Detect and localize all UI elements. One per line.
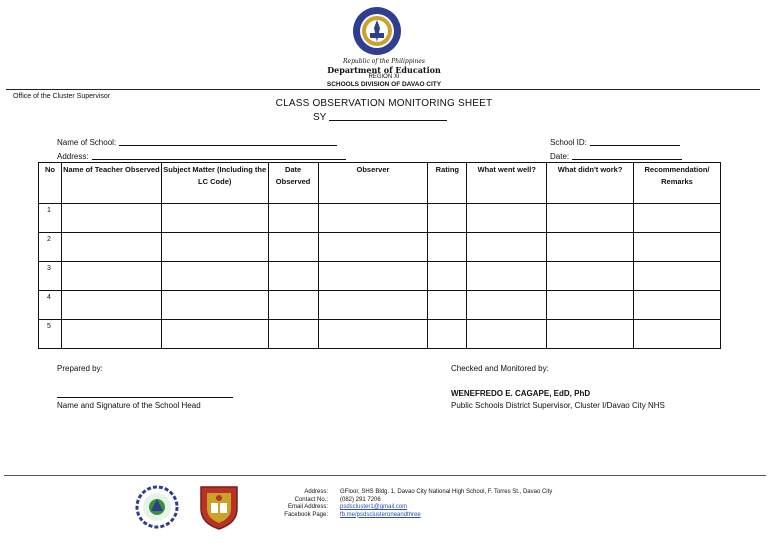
- col-header-observer: Observer: [318, 163, 428, 204]
- address-key: Address:: [304, 489, 328, 495]
- facebook-key: Facebook Page:: [284, 511, 328, 518]
- division-seal-icon: [132, 485, 182, 529]
- supervisor-name: WENEFREDO E. CAGAPE, EdD, PhD: [451, 389, 591, 398]
- division-text: SCHOOLS DIVISION OF DAVAO CITY: [326, 81, 442, 88]
- school-year-field: [313, 111, 447, 123]
- facebook-link[interactable]: fb.me/psdsclusteroneandthree: [340, 511, 421, 518]
- school-name-blank[interactable]: [119, 138, 337, 146]
- address-label: Address:: [57, 152, 89, 161]
- table-cell[interactable]: [428, 262, 467, 291]
- republic-text: Republic of the Philippines: [343, 58, 425, 65]
- table-cell[interactable]: [161, 233, 268, 262]
- table-row: [39, 233, 721, 262]
- table-cell[interactable]: [633, 204, 720, 233]
- school-name-label: Name of School:: [57, 138, 117, 147]
- table-cell[interactable]: [161, 204, 268, 233]
- school-id-blank[interactable]: [590, 138, 680, 146]
- school-id-field: [550, 138, 680, 147]
- col-header-didnt-work: What didn't work?: [547, 163, 634, 204]
- col-header-went-well: What went well?: [467, 163, 547, 204]
- table-row: [39, 262, 721, 291]
- school-id-label: School ID:: [550, 138, 587, 147]
- col-header-teacher: Name of Teacher Observed: [61, 163, 161, 204]
- row-number: 1: [39, 204, 62, 233]
- date-field: [550, 152, 682, 161]
- page-title: CLASS OBSERVATION MONITORING SHEET: [275, 98, 493, 109]
- table-header-row: [39, 163, 721, 204]
- checked-by-label: Checked and Monitored by:: [451, 364, 549, 373]
- col-header-rating: Rating: [428, 163, 467, 204]
- table-cell[interactable]: [467, 262, 547, 291]
- contact-block: [262, 489, 552, 519]
- school-head-label: Name and Signature of the School Head: [57, 401, 201, 410]
- table-cell[interactable]: [633, 233, 720, 262]
- table-cell[interactable]: [428, 233, 467, 262]
- table-cell[interactable]: [318, 204, 428, 233]
- email-key: Email Address:: [287, 504, 328, 510]
- sy-label: SY: [313, 112, 327, 123]
- col-header-date: Date Observed: [268, 163, 318, 204]
- observation-table: [38, 162, 721, 349]
- school-name-field: [57, 138, 337, 147]
- email-link[interactable]: psdscluster1@gmail.com: [340, 504, 408, 510]
- table-cell[interactable]: [268, 320, 318, 349]
- school-head-signature-line[interactable]: [57, 397, 233, 398]
- header-divider: [6, 89, 760, 90]
- table-cell[interactable]: [467, 204, 547, 233]
- table-cell[interactable]: [268, 233, 318, 262]
- deped-seal-icon: [352, 6, 402, 56]
- department-text: Department of Education: [327, 65, 441, 75]
- col-header-subject: Subject Matter (Including the LC Code): [161, 163, 268, 204]
- table-cell[interactable]: [428, 320, 467, 349]
- region-text: REGION XI: [368, 74, 400, 80]
- row-number: 4: [39, 291, 62, 320]
- table-cell[interactable]: [61, 291, 161, 320]
- supervisor-title: Public Schools District Supervisor, Cluster I/Davao City NHS: [451, 401, 665, 410]
- table-cell[interactable]: [467, 320, 547, 349]
- table-cell[interactable]: [428, 204, 467, 233]
- table-cell[interactable]: [268, 291, 318, 320]
- table-cell[interactable]: [161, 320, 268, 349]
- table-cell[interactable]: [268, 204, 318, 233]
- table-cell[interactable]: [161, 262, 268, 291]
- table-cell[interactable]: [633, 320, 720, 349]
- footer-contact: (082) 291 7206: [340, 496, 381, 503]
- table-cell[interactable]: [61, 204, 161, 233]
- prepared-by-label: Prepared by:: [57, 364, 103, 373]
- table-cell[interactable]: [318, 262, 428, 291]
- table-cell[interactable]: [318, 233, 428, 262]
- address-field: [57, 152, 346, 161]
- table-row: [39, 320, 721, 349]
- date-label: Date:: [550, 152, 570, 161]
- table-cell[interactable]: [61, 320, 161, 349]
- office-label: Office of the Cluster Supervisor: [13, 93, 111, 100]
- table-cell[interactable]: [318, 320, 428, 349]
- table-cell[interactable]: [547, 233, 634, 262]
- footer-address: GFloor, SHS Bldg. 1, Davao City National High School, F. Torres St., Davao City: [340, 489, 553, 495]
- table-cell[interactable]: [467, 291, 547, 320]
- table-cell[interactable]: [61, 233, 161, 262]
- row-number: 5: [39, 320, 62, 349]
- row-number: 3: [39, 262, 62, 291]
- table-cell[interactable]: [268, 262, 318, 291]
- col-header-remarks: Recommendation/ Remarks: [633, 163, 720, 204]
- table-row: [39, 204, 721, 233]
- table-cell[interactable]: [318, 291, 428, 320]
- table-cell[interactable]: [547, 262, 634, 291]
- table-cell[interactable]: [161, 291, 268, 320]
- table-row: [39, 291, 721, 320]
- row-number: 2: [39, 233, 62, 262]
- address-blank[interactable]: [92, 152, 346, 160]
- table-cell[interactable]: [61, 262, 161, 291]
- table-cell[interactable]: [428, 291, 467, 320]
- footer-divider: [4, 475, 766, 476]
- table-cell[interactable]: [547, 291, 634, 320]
- date-blank[interactable]: [572, 152, 682, 160]
- table-cell[interactable]: [547, 204, 634, 233]
- sy-blank[interactable]: [329, 111, 447, 121]
- col-header-no: No: [39, 163, 62, 204]
- cluster-shield-icon: [199, 483, 239, 530]
- table-cell[interactable]: [633, 291, 720, 320]
- table-cell[interactable]: [467, 233, 547, 262]
- contact-key: Contact No.:: [294, 496, 328, 503]
- table-cell[interactable]: [633, 262, 720, 291]
- table-cell[interactable]: [547, 320, 634, 349]
